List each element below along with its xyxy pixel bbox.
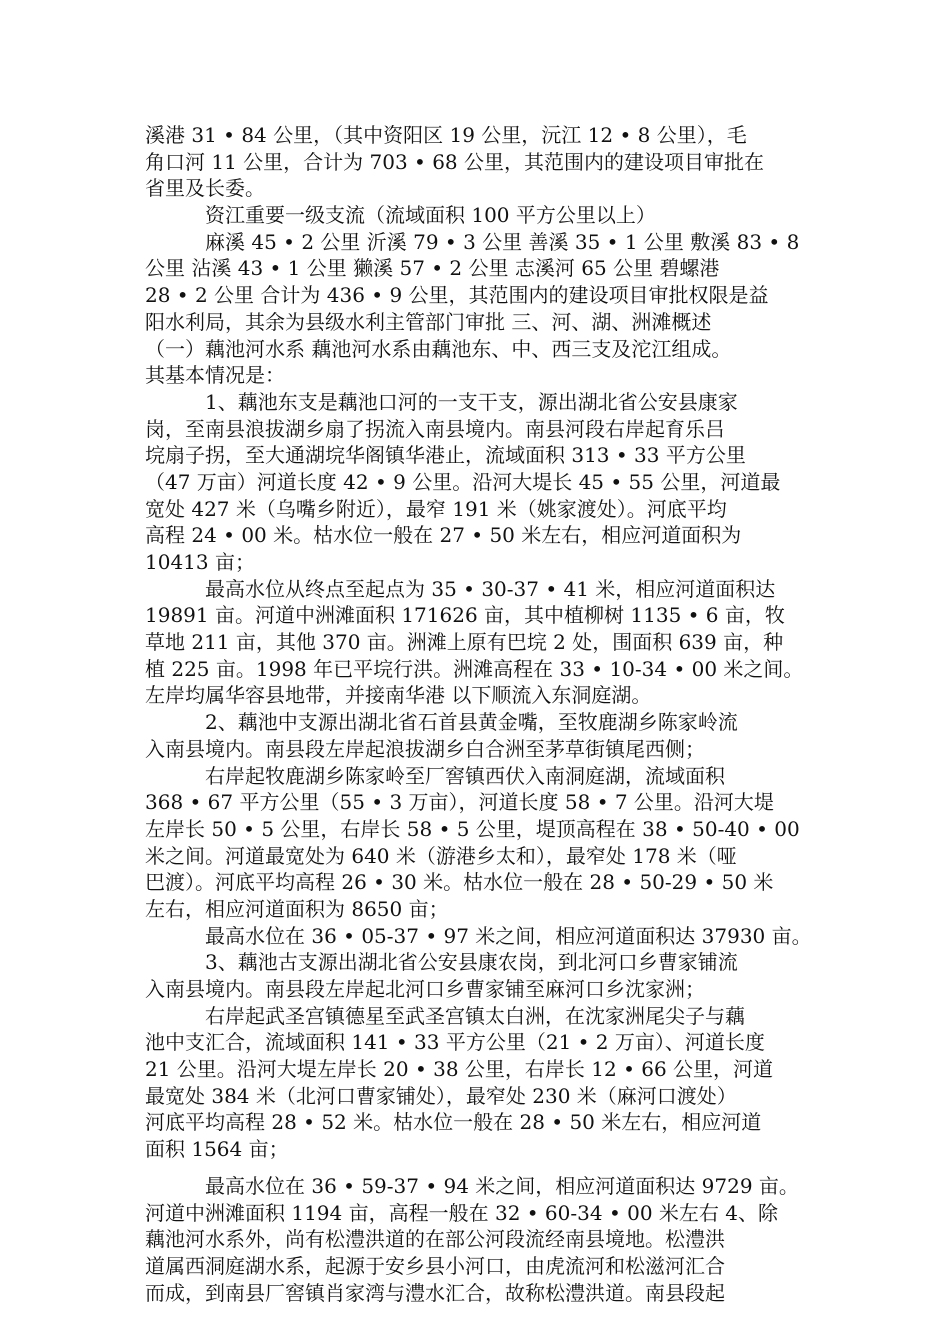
text-line: 草地 211 亩，其他 370 亩。洲滩上原有巴垸 2 处，围面积 639 亩，种	[145, 630, 784, 655]
text-line: 宽处 427 米（乌嘴乡附近），最窄 191 米（姚家渡处）。河底平均	[145, 496, 727, 521]
text-line: 垸扇子拐，至大通湖垸华阁镇华港止，流域面积 313 • 33 平方公里	[145, 443, 746, 468]
text-line: 面积 1564 亩；	[145, 1137, 289, 1162]
text-line: 10413 亩；	[145, 550, 255, 574]
text-line: 左右，相应河道面积为 8650 亩；	[145, 896, 449, 921]
text-line: 19891 亩。河道中洲滩面积 171626 亩，其中植柳树 1135 • 6 亩，牧	[145, 603, 785, 628]
text-line: 入南县境内。南县段左岸起浪拔湖乡白合洲至茅草街镇尾西侧；	[145, 736, 705, 761]
text-line: 米之间。河道最宽处为 640 米（游港乡太和），最窄处 178 米（哑	[145, 843, 737, 868]
text-line: 岗，至南县浪拔湖乡扇了拐流入南县境内。南县河段右岸起育乐吕	[145, 416, 725, 441]
document-page	[145, 122, 813, 1306]
text-line: 右岸起牧鹿湖乡陈家岭至厂窖镇西伏入南洞庭湖，流域面积	[205, 763, 725, 788]
text-line: 左岸长 50 • 5 公里，右岸长 58 • 5 公里，堤顶高程在 38 • 50-40 • 00	[145, 816, 800, 841]
text-line: （47 万亩）河道长度 42 • 9 公里。沿河大堤长 45 • 55 公里，河道最	[145, 469, 781, 494]
text-line: 池中支汇合，流域面积 141 • 33 平方公里（21 • 2 万亩）、河道长度	[145, 1030, 765, 1055]
text-line: 公里 沾溪 43 • 1 公里 獭溪 57 • 2 公里 志溪河 65 公里 碧螺港	[145, 256, 720, 281]
text-line: 而成，到南县厂窖镇肖家湾与澧水汇合，故称松澧洪道。南县段起	[145, 1280, 725, 1305]
text-line: 入南县境内。南县段左岸起北河口乡曹家铺至麻河口乡沈家洲；	[145, 977, 705, 1001]
text-line: （一）藕池河水系 藕池河水系由藕池东、中、西三支及沱江组成。	[145, 336, 732, 361]
text-line: 角口河 11 公里，合计为 703 • 68 公里，其范围内的建设项目审批在	[145, 149, 765, 174]
text-line: 溪港 31 • 84 公里，（其中资阳区 19 公里，沅江 12 • 8 公里），毛	[145, 123, 747, 147]
text-line: 28 • 2 公里 合计为 436 • 9 公里，其范围内的建设项目审批权限是益	[145, 283, 769, 308]
text-line: 河道中洲滩面积 1194 亩，高程一般在 32 • 60-34 • 00 米左右 4、除	[145, 1200, 778, 1225]
text-line: 最宽处 384 米（北河口曹家铺处），最窄处 230 米（麻河口渡处）	[145, 1083, 737, 1108]
text-line: 资江重要一级支流（流域面积 100 平方公里以上）	[205, 203, 656, 228]
text-line: 最高水位在 36 • 59-37 • 94 米之间，相应河道面积达 9729 亩。	[205, 1173, 799, 1198]
text-line: 21 公里。沿河大堤左岸长 20 • 38 公里，右岸长 12 • 66 公里，河道	[145, 1057, 774, 1082]
text-line: 藕池河水系外，尚有松澧洪道的在部公河段流经南县境地。松澧洪	[145, 1227, 725, 1252]
text-line: 368 • 67 平方公里（55 • 3 万亩），河道长度 58 • 7 公里。沿河大堤	[145, 790, 774, 815]
text-line: 阳水利局，其余为县级水利主管部门审批 三、河、湖、洲滩概述	[145, 309, 712, 334]
paragraph-gap	[145, 1163, 813, 1173]
text-line: 高程 24 • 00 米。枯水位一般在 27 • 50 米左右，相应河道面积为	[145, 523, 742, 548]
text-line: 3、藕池古支源出湖北省公安县康农岗，到北河口乡曹家铺流	[205, 950, 738, 975]
text-line: 2、藕池中支源出湖北省石首县黄金嘴，至牧鹿湖乡陈家岭流	[205, 710, 738, 735]
text-line: 最高水位从终点至起点为 35 • 30-37 • 41 米，相应河道面积达	[205, 576, 776, 601]
text-line: 道属西洞庭湖水系，起源于安乡县小河口，由虎流河和松滋河汇合	[145, 1253, 725, 1278]
text-line: 麻溪 45 • 2 公里 沂溪 79 • 3 公里 善溪 35 • 1 公里 敷溪 83 • 8	[205, 229, 800, 254]
text-line: 右岸起武圣宫镇德星至武圣宫镇太白洲，在沈家洲尾尖子与藕	[205, 1003, 745, 1028]
text-line: 其基本情况是：	[145, 363, 285, 388]
text-line: 河底平均高程 28 • 52 米。枯水位一般在 28 • 50 米左右，相应河道	[145, 1110, 762, 1135]
text-line: 省里及长委。	[145, 176, 265, 201]
text-line: 1、藕池东支是藕池口河的一支干支，源出湖北省公安县康家	[205, 389, 738, 414]
text-line: 植 225 亩。1998 年已平垸行洪。洲滩高程在 33 • 10-34 • 00 米之间。	[145, 656, 804, 681]
text-line: 左岸均属华容县地带，并接南华港 以下顺流入东洞庭湖。	[145, 683, 652, 708]
text-line: 巴渡）。河底平均高程 26 • 30 米。枯水位一般在 28 • 50-29 • 50 米	[145, 870, 774, 895]
text-line: 最高水位在 36 • 05-37 • 97 米之间，相应河道面积达 37930 亩。	[205, 923, 812, 948]
